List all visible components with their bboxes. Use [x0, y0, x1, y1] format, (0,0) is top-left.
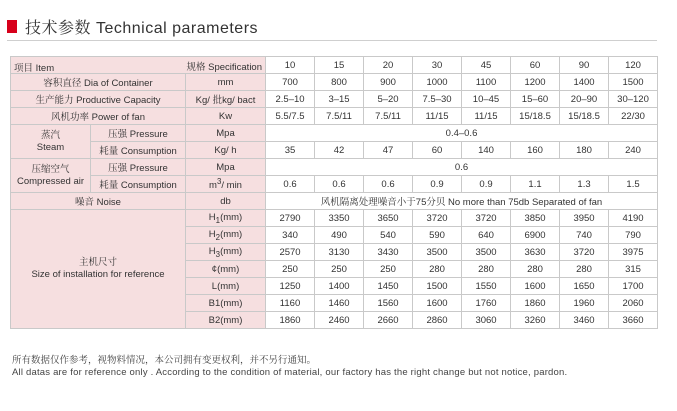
value-cell: 790 — [609, 227, 658, 244]
value-cell: 47 — [364, 142, 413, 159]
value-cell: 900 — [364, 74, 413, 91]
value-cell: 20–90 — [560, 91, 609, 108]
value-cell: 340 — [266, 227, 315, 244]
spec-cell: 10 — [266, 57, 315, 74]
steam-label-cn: 蒸汽 — [40, 129, 60, 141]
value-cell: 2790 — [266, 210, 315, 227]
unit-base: ¢ — [211, 263, 218, 275]
unit-rest: (mm) — [220, 297, 243, 309]
header-divider — [7, 40, 657, 41]
value-cell: 1700 — [609, 278, 658, 295]
merged-value-cell: 风机隔离处理噪音小于75分贝 No more than 75db Separated of fan — [266, 193, 658, 210]
spec-cell: 30 — [413, 57, 462, 74]
value-cell: 1960 — [560, 295, 609, 312]
value-cell: 2.5–10 — [266, 91, 315, 108]
unit-base: m — [209, 180, 217, 192]
value-cell: 0.9 — [462, 176, 511, 193]
steam-label — [11, 125, 91, 159]
value-cell: 11/15 — [462, 108, 511, 125]
unit-cell — [186, 176, 266, 193]
value-cell: 3430 — [364, 244, 413, 261]
size-label-en: Size of installation for reference — [31, 269, 165, 280]
section-title: 技术参数 Technical parameters — [25, 19, 259, 37]
unit-cell: mm — [186, 74, 266, 91]
spec-cell: 15 — [315, 57, 364, 74]
value-cell: 15–60 — [511, 91, 560, 108]
value-cell: 590 — [413, 227, 462, 244]
size-label-cn: 主机尺寸 — [78, 257, 117, 268]
spec-cell: 60 — [511, 57, 560, 74]
spec-cell: 45 — [462, 57, 511, 74]
merged-value-cell: 0.6 — [266, 159, 658, 176]
value-cell: 3130 — [315, 244, 364, 261]
value-cell: 180 — [560, 142, 609, 159]
value-cell: 250 — [315, 261, 364, 278]
value-cell: 1400 — [560, 74, 609, 91]
table-row — [11, 159, 658, 176]
value-cell: 1.5 — [609, 176, 658, 193]
value-cell: 1600 — [511, 278, 560, 295]
value-cell: 3975 — [609, 244, 658, 261]
value-cell: 1460 — [315, 295, 364, 312]
unit-cell: db — [186, 193, 266, 210]
row-label: 风机功率 Power of fan — [11, 108, 186, 125]
value-cell: 10–45 — [462, 91, 511, 108]
value-cell: 0.6 — [315, 176, 364, 193]
value-cell: 3630 — [511, 244, 560, 261]
value-cell: 5–20 — [364, 91, 413, 108]
value-cell: 42 — [315, 142, 364, 159]
unit-rest: / min — [221, 180, 242, 192]
value-cell: 2860 — [413, 312, 462, 329]
value-cell: 11/15 — [413, 108, 462, 125]
table-row — [11, 108, 658, 125]
unit-base: L — [211, 280, 218, 292]
footnote-en: All datas are for reference only . According to the condition of material, our factory has the right change but not notice, pardon. — [12, 367, 568, 378]
value-cell: 1650 — [560, 278, 609, 295]
unit-cell — [186, 244, 266, 261]
row-label: 压强 Pressure — [91, 159, 186, 176]
spec-cell: 20 — [364, 57, 413, 74]
value-cell: 1500 — [609, 74, 658, 91]
unit-rest: (mm) — [217, 263, 240, 275]
table-row — [11, 142, 658, 159]
air-label — [11, 159, 91, 193]
value-cell: 3350 — [315, 210, 364, 227]
unit-sub: 2 — [215, 232, 221, 242]
value-cell: 0.6 — [364, 176, 413, 193]
red-square-icon — [7, 20, 17, 33]
steam-label-en: Steam — [36, 141, 65, 153]
value-cell: 15/18.5 — [560, 108, 609, 125]
row-label: 噪音 Noise — [11, 193, 186, 210]
item-label: 项目 Item — [14, 63, 55, 74]
unit-cell — [186, 261, 266, 278]
value-cell: 3500 — [413, 244, 462, 261]
air-label-en: Compressed air — [16, 175, 85, 187]
table-row — [11, 125, 658, 142]
unit-sub: 1 — [215, 215, 221, 225]
unit-base: B2 — [208, 314, 221, 326]
row-label: 耗量 Consumption — [91, 142, 186, 159]
table-row — [11, 91, 658, 108]
value-cell: 1550 — [462, 278, 511, 295]
value-cell: 1100 — [462, 74, 511, 91]
unit-base: B1 — [208, 297, 221, 309]
unit-sub: 3 — [215, 249, 221, 259]
unit-rest: (mm) — [220, 228, 243, 240]
row-label: 耗量 Consumption — [91, 176, 186, 193]
value-cell: 6900 — [511, 227, 560, 244]
value-cell: 2570 — [266, 244, 315, 261]
table-body — [11, 57, 658, 329]
value-cell: 280 — [413, 261, 462, 278]
value-cell: 3950 — [560, 210, 609, 227]
unit-cell: Kg/ 批kg/ bact — [186, 91, 266, 108]
value-cell: 1500 — [413, 278, 462, 295]
value-cell: 1600 — [413, 295, 462, 312]
value-cell: 240 — [609, 142, 658, 159]
unit-rest: (mm) — [217, 280, 240, 292]
table-row — [11, 74, 658, 91]
unit-cell — [186, 312, 266, 329]
value-cell: 3720 — [413, 210, 462, 227]
spec-header-cell — [11, 57, 266, 74]
value-cell: 3260 — [511, 312, 560, 329]
value-cell: 1000 — [413, 74, 462, 91]
table-row — [11, 193, 658, 210]
value-cell: 1450 — [364, 278, 413, 295]
unit-sup: 3 — [216, 176, 222, 186]
value-cell: 2460 — [315, 312, 364, 329]
value-cell: 3720 — [560, 244, 609, 261]
value-cell: 22/30 — [609, 108, 658, 125]
specification-label: 规格 Specification — [186, 62, 263, 73]
unit-cell: Mpa — [186, 159, 266, 176]
merged-value-cell: 0.4–0.6 — [266, 125, 658, 142]
value-cell: 490 — [315, 227, 364, 244]
value-cell: 7.5–30 — [413, 91, 462, 108]
value-cell: 1860 — [511, 295, 560, 312]
value-cell: 160 — [511, 142, 560, 159]
value-cell: 3060 — [462, 312, 511, 329]
value-cell: 5.5/7.5 — [266, 108, 315, 125]
unit-cell: Kg/ h — [186, 142, 266, 159]
unit-base: H — [208, 211, 216, 223]
value-cell: 1250 — [266, 278, 315, 295]
unit-cell — [186, 295, 266, 312]
spec-cell: 90 — [560, 57, 609, 74]
value-cell: 640 — [462, 227, 511, 244]
unit-cell — [186, 227, 266, 244]
value-cell: 15/18.5 — [511, 108, 560, 125]
value-cell: 7.5/11 — [315, 108, 364, 125]
table-row — [11, 176, 658, 193]
table-row — [11, 57, 658, 74]
value-cell: 2060 — [609, 295, 658, 312]
value-cell: 315 — [609, 261, 658, 278]
value-cell: 1560 — [364, 295, 413, 312]
unit-rest: (mm) — [220, 314, 243, 326]
section-header — [7, 16, 258, 36]
row-label: 压强 Pressure — [91, 125, 186, 142]
unit-cell — [186, 210, 266, 227]
spec-cell: 120 — [609, 57, 658, 74]
value-cell: 1760 — [462, 295, 511, 312]
value-cell: 800 — [315, 74, 364, 91]
parameters-table — [10, 56, 658, 329]
unit-rest: (mm) — [220, 211, 243, 223]
value-cell: 3500 — [462, 244, 511, 261]
value-cell: 1160 — [266, 295, 315, 312]
value-cell: 3720 — [462, 210, 511, 227]
value-cell: 2660 — [364, 312, 413, 329]
value-cell: 4190 — [609, 210, 658, 227]
unit-cell — [186, 278, 266, 295]
footnote-cn: 所有数据仅作参考，视物料情况，本公司拥有变更权利，并不另行通知。 — [12, 355, 317, 366]
value-cell: 3–15 — [315, 91, 364, 108]
value-cell: 0.6 — [266, 176, 315, 193]
value-cell: 1400 — [315, 278, 364, 295]
value-cell: 1.1 — [511, 176, 560, 193]
unit-base: H — [208, 228, 216, 240]
value-cell: 0.9 — [413, 176, 462, 193]
value-cell: 540 — [364, 227, 413, 244]
value-cell: 3650 — [364, 210, 413, 227]
value-cell: 280 — [462, 261, 511, 278]
value-cell: 3850 — [511, 210, 560, 227]
air-label-cn: 压缩空气 — [31, 163, 70, 175]
unit-base: H — [208, 245, 216, 257]
value-cell: 280 — [511, 261, 560, 278]
value-cell: 1200 — [511, 74, 560, 91]
value-cell: 3660 — [609, 312, 658, 329]
unit-cell: Kw — [186, 108, 266, 125]
value-cell: 35 — [266, 142, 315, 159]
value-cell: 250 — [266, 261, 315, 278]
size-label — [11, 210, 186, 329]
value-cell: 250 — [364, 261, 413, 278]
value-cell: 60 — [413, 142, 462, 159]
value-cell: 280 — [560, 261, 609, 278]
value-cell: 7.5/11 — [364, 108, 413, 125]
unit-rest: (mm) — [220, 245, 243, 257]
value-cell: 3460 — [560, 312, 609, 329]
value-cell: 140 — [462, 142, 511, 159]
value-cell: 1.3 — [560, 176, 609, 193]
table-row — [11, 210, 658, 227]
row-label: 容积直径 Dia of Container — [11, 74, 186, 91]
value-cell: 1860 — [266, 312, 315, 329]
value-cell: 30–120 — [609, 91, 658, 108]
value-cell: 740 — [560, 227, 609, 244]
unit-cell: Mpa — [186, 125, 266, 142]
value-cell: 700 — [266, 74, 315, 91]
row-label: 生产能力 Productive Capacity — [11, 91, 186, 108]
